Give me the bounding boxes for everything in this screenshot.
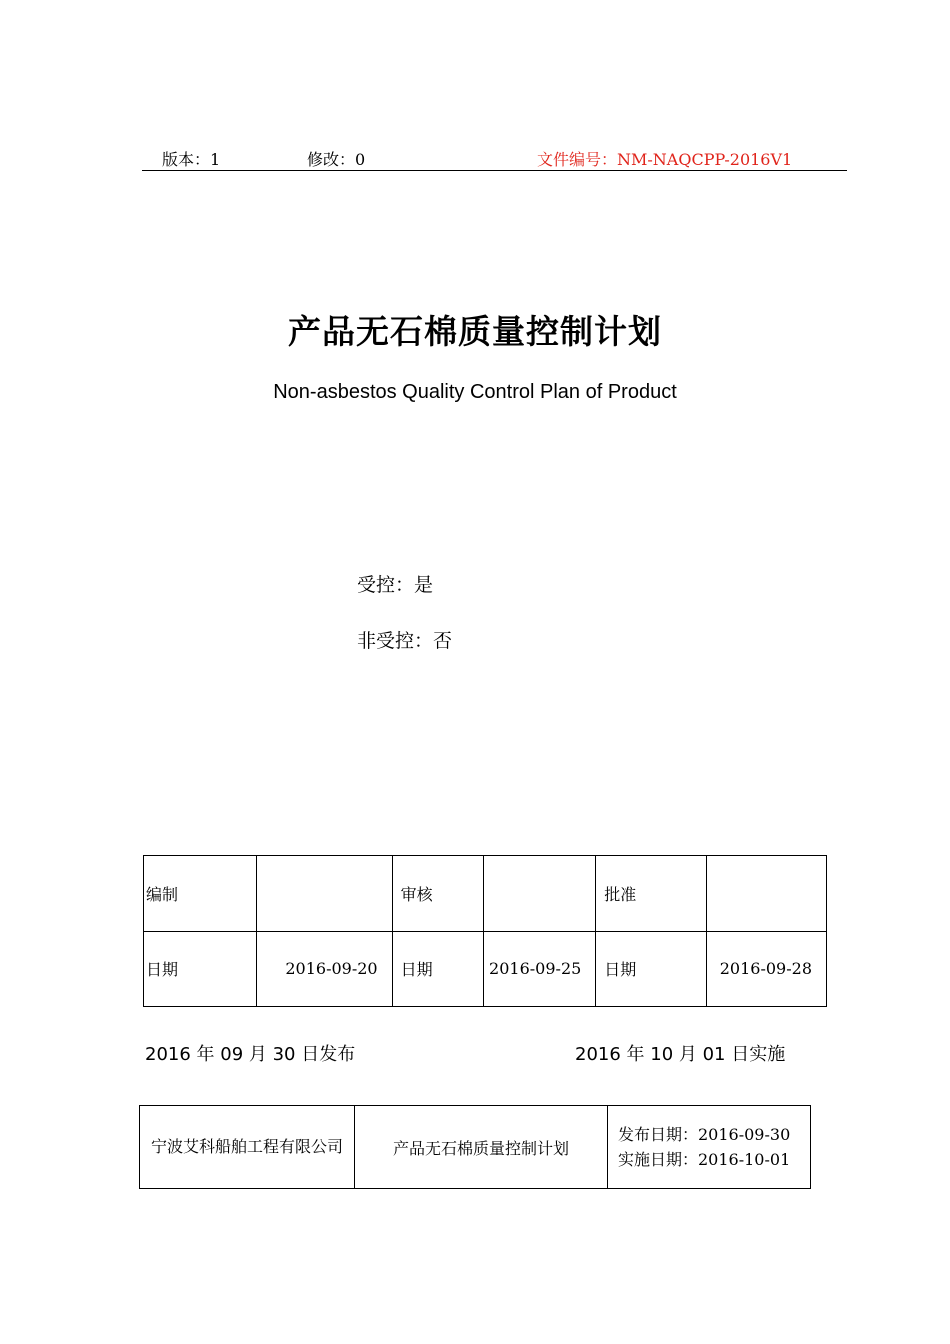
document-title-english: Non-asbestos Quality Control Plan of Product [273,381,677,403]
approved-by-label: 批准 [596,856,707,932]
footer-dates [608,1106,811,1189]
footer-effective-date: 实施日期：2016-10-01 [618,1150,791,1169]
uncontrolled-status: 非受控：否 [357,630,453,652]
table-row [144,931,827,1007]
compiled-by-value [256,856,392,932]
compiled-by-label: 编制 [144,856,257,932]
footer-issue-date: 发布日期：2016-09-30 [618,1125,791,1144]
signature-table [143,855,827,1007]
reviewed-by-label: 审核 [392,856,484,932]
document-title-chinese: 产品无石棉质量控制计划 [288,312,662,351]
approve-date-label: 日期 [596,931,707,1007]
document-header [142,150,847,171]
effective-date-statement: 2016 年 10 月 01 日实施 [575,1044,786,1065]
approve-date-value: 2016-09-28 [707,931,827,1007]
company-name: 宁波艾科船舶工程有限公司 [140,1106,355,1189]
version-label: 版本：1 [162,150,221,169]
revision-label: 修改：0 [307,150,366,169]
compile-date-value: 2016-09-20 [256,931,392,1007]
footer-table [139,1105,811,1189]
review-date-label: 日期 [392,931,484,1007]
table-row [144,856,827,932]
issue-date-statement: 2016 年 09 月 30 日发布 [145,1044,356,1065]
compile-date-label: 日期 [144,931,257,1007]
controlled-status: 受控：是 [357,574,434,596]
file-number-label: 文件编号：NM-NAQCPP-2016V1 [537,150,793,169]
review-date-value: 2016-09-25 [484,931,596,1007]
reviewed-by-value [484,856,596,932]
approved-by-value [707,856,827,932]
table-row [140,1106,811,1189]
footer-document-name: 产品无石棉质量控制计划 [355,1106,608,1189]
